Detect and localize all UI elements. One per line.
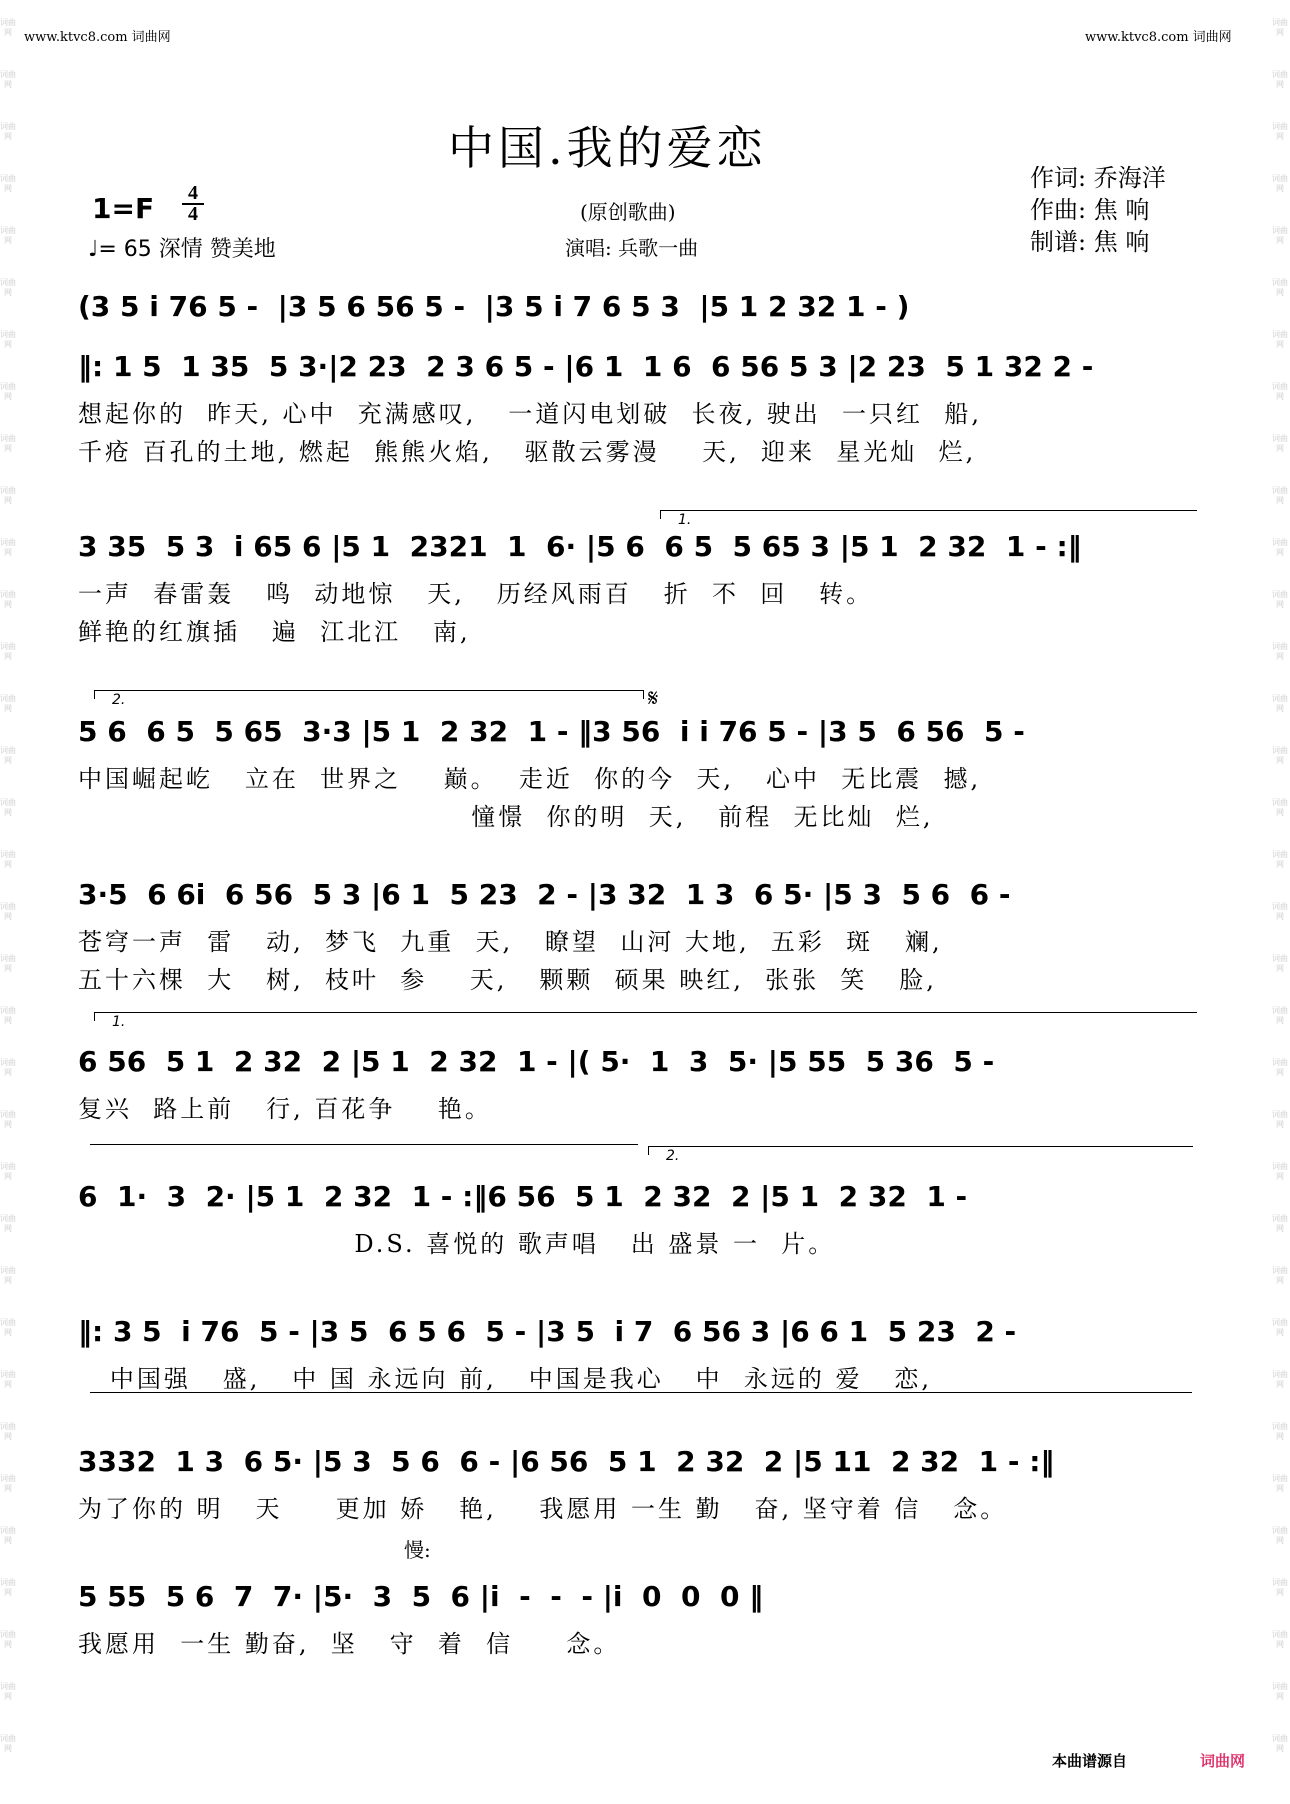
side-watermark-text: 词曲网 (1272, 1110, 1288, 1129)
volta-1-first: 1. (678, 512, 692, 528)
side-watermark-text: 词曲网 (0, 174, 16, 193)
side-watermark-text: 词曲网 (0, 18, 16, 37)
side-watermark-text: 词曲网 (1272, 330, 1288, 349)
side-watermark-text: 词曲网 (0, 1422, 16, 1441)
side-watermark-text: 词曲网 (0, 1526, 16, 1545)
side-watermark-text: 词曲网 (1272, 434, 1288, 453)
lyric-line: D.S. 喜悦的 歌声唱 出 盛景 一 片。 (78, 1230, 836, 1258)
side-watermark-text: 词曲网 (1272, 18, 1288, 37)
lyric-line: 苍穹一声 雷 动, 梦飞 九重 天, 瞭望 山河 大地, 五彩 斑 斓, (78, 928, 943, 956)
side-watermark-text: 词曲网 (0, 694, 16, 713)
side-watermark-text: 词曲网 (0, 590, 16, 609)
time-signature-bottom: 4 (182, 203, 204, 224)
side-watermark-text: 词曲网 (0, 382, 16, 401)
side-watermark-text: 词曲网 (0, 1006, 16, 1025)
side-watermark-text: 词曲网 (1272, 1630, 1288, 1649)
side-watermark-text: 词曲网 (0, 122, 16, 141)
side-watermark-text: 词曲网 (0, 1474, 16, 1493)
side-watermark-text: 词曲网 (1272, 1318, 1288, 1337)
side-watermark-text: 词曲网 (1272, 694, 1288, 713)
side-watermark-text: 词曲网 (1272, 1006, 1288, 1025)
side-watermark-text: 词曲网 (0, 1318, 16, 1337)
side-watermark-text: 词曲网 (1272, 382, 1288, 401)
side-watermark-text: 词曲网 (0, 486, 16, 505)
lyric-line: 复兴 路上前 行, 百花争 艳。 (78, 1095, 492, 1123)
side-watermark-text: 词曲网 (1272, 902, 1288, 921)
side-watermark-text: 词曲网 (0, 746, 16, 765)
side-watermark-text: 词曲网 (1272, 850, 1288, 869)
slow-marking: 慢: (404, 1538, 431, 1562)
side-watermark-text: 词曲网 (1272, 1058, 1288, 1077)
lyricist-credit: 作词: 乔海洋 (1030, 164, 1166, 192)
key-signature: 1=F (92, 192, 155, 225)
lyric-line: 憧憬 你的明 天, 前程 无比灿 烂, (78, 803, 934, 831)
side-watermark-text: 词曲网 (1272, 70, 1288, 89)
left-side-watermark (0, 0, 16, 1804)
side-watermark-text: 词曲网 (0, 538, 16, 557)
right-side-watermark (1272, 0, 1288, 1804)
side-watermark-text: 词曲网 (1272, 1370, 1288, 1389)
notation-line: ‖: 1 5 1 35 5 3·|2 23 2 3 6 5 - |6 1 1 6 6 56 5 3 |2 23 5 1 32 2 - (78, 350, 1094, 383)
subtitle: (原创歌曲) (580, 200, 676, 224)
side-watermark-text: 词曲网 (0, 642, 16, 661)
lyric-line: 一声 春雷轰 鸣 动地惊 天, 历经风雨百 折 不 回 转。 (78, 580, 874, 608)
side-watermark-text: 词曲网 (0, 1214, 16, 1233)
notation-line: 3332 1 3 6 5· |5 3 5 6 6 - |6 56 5 1 2 32 2 |5 11 2 32 1 - :‖ (78, 1445, 1055, 1478)
lyric-line: 千疮 百孔的土地, 燃起 熊熊火焰, 驱散云雾漫 天, 迎来 星光灿 烂, (78, 438, 977, 466)
arranger-credit: 制谱: 焦 响 (1030, 228, 1150, 256)
side-watermark-text: 词曲网 (0, 902, 16, 921)
lyric-line: 鲜艳的红旗插 遍 江北江 南, (78, 618, 471, 646)
song-title: 中国.我的爱恋 (448, 121, 767, 175)
notation-line: ‖: 3 5 i 76 5 - |3 5 6 5 6 5 - |3 5 i 7 6 56 3 |6 6 1 5 23 2 - (78, 1315, 1017, 1348)
segno-mark: 𝄋 (648, 684, 659, 712)
side-watermark-text: 词曲网 (1272, 1474, 1288, 1493)
side-watermark-text: 词曲网 (1272, 1266, 1288, 1285)
volta-1-bracket (660, 510, 1197, 519)
notation-line: 3·5 6 6i 6 56 5 3 |6 1 5 23 2 - |3 32 1 3 6 5· |5 3 5 6 6 - (78, 878, 1011, 911)
side-watermark-text: 词曲网 (1272, 1734, 1288, 1753)
volta-2-second-bracket (648, 1146, 1193, 1155)
volta-2-second: 2. (666, 1148, 680, 1164)
side-watermark-text: 词曲网 (1272, 1526, 1288, 1545)
side-watermark-text: 词曲网 (1272, 1422, 1288, 1441)
time-signature (182, 184, 204, 224)
side-watermark-text: 词曲网 (1272, 174, 1288, 193)
side-watermark-text: 词曲网 (0, 954, 16, 973)
side-watermark-text: 词曲网 (1272, 278, 1288, 297)
notation-line: 3 35 5 3 i 65 6 |5 1 2321 1 6· |5 6 6 5 5 65 3 |5 1 2 32 1 - :‖ (78, 530, 1082, 563)
notation-line: 5 6 6 5 5 65 3·3 |5 1 2 32 1 - ‖3 56 i i 76 5 - |3 5 6 56 5 - (78, 715, 1025, 748)
side-watermark-text: 词曲网 (0, 1162, 16, 1181)
side-watermark-text: 词曲网 (0, 1630, 16, 1649)
site-url-right: www.ktvc8.com 词曲网 (1085, 30, 1232, 45)
notation-line: 6 56 5 1 2 32 2 |5 1 2 32 1 - |( 5· 1 3 5· |5 55 5 36 5 - (78, 1045, 995, 1078)
lyric-line: 中国强 盛, 中 国 永远向 前, 中国是我心 中 永远的 爱 恋, (78, 1365, 932, 1393)
side-watermark-text: 词曲网 (0, 330, 16, 349)
singer: 演唱: 兵歌一曲 (565, 236, 699, 260)
tempo-marking: ♩= 65 深情 赞美地 (88, 237, 276, 262)
side-watermark-text: 词曲网 (0, 850, 16, 869)
side-watermark-text: 词曲网 (1272, 798, 1288, 817)
footer-source: 本曲谱源自 (1052, 1752, 1128, 1770)
notation-line: (3 5 i 76 5 - |3 5 6 56 5 - |3 5 i 7 6 5 3 |5 1 2 32 1 - ) (78, 290, 910, 323)
composer-credit: 作曲: 焦 响 (1030, 196, 1150, 224)
side-watermark-text: 词曲网 (0, 1370, 16, 1389)
side-watermark-text: 词曲网 (1272, 538, 1288, 557)
volta-1-second-bracket-end (90, 1144, 638, 1145)
volta-1-second-bracket (94, 1012, 1197, 1021)
side-watermark-text: 词曲网 (1272, 954, 1288, 973)
side-watermark-text: 词曲网 (1272, 1214, 1288, 1233)
notation-line: 5 55 5 6 7 7· |5· 3 5 6 |i - - - |i 0 0 0 ‖ (78, 1580, 764, 1613)
side-watermark-text: 词曲网 (0, 70, 16, 89)
side-watermark-text: 词曲网 (0, 434, 16, 453)
side-watermark-text: 词曲网 (0, 226, 16, 245)
lyric-line: 五十六棵 大 树, 枝叶 参 天, 颗颗 硕果 映红, 张张 笑 脸, (78, 966, 937, 994)
side-watermark-text: 词曲网 (1272, 486, 1288, 505)
time-signature-top: 4 (188, 182, 198, 204)
lyric-line: 我愿用 一生 勤奋, 坚 守 着 信 念。 (78, 1630, 621, 1658)
side-watermark-text: 词曲网 (1272, 1682, 1288, 1701)
volta-2-bracket (94, 690, 644, 699)
side-watermark-text: 词曲网 (0, 798, 16, 817)
notation-line: 6 1· 3 2· |5 1 2 32 1 - :‖6 56 5 1 2 32 2 |5 1 2 32 1 - (78, 1180, 968, 1213)
volta-1-second: 1. (112, 1014, 126, 1030)
side-watermark-text: 词曲网 (0, 1682, 16, 1701)
side-watermark-text: 词曲网 (1272, 590, 1288, 609)
side-watermark-text: 词曲网 (1272, 642, 1288, 661)
lyric-line: 中国崛起屹 立在 世界之 巅。 走近 你的今 天, 心中 无比震 撼, (78, 765, 982, 793)
side-watermark-text: 词曲网 (1272, 746, 1288, 765)
side-watermark-text: 词曲网 (1272, 1578, 1288, 1597)
side-watermark-text: 词曲网 (1272, 122, 1288, 141)
side-watermark-text: 词曲网 (0, 278, 16, 297)
side-watermark-text: 词曲网 (0, 1578, 16, 1597)
side-watermark-text: 词曲网 (0, 1734, 16, 1753)
side-watermark-text: 词曲网 (0, 1266, 16, 1285)
lyric-line: 想起你的 昨天, 心中 充满感叹, 一道闪电划破 长夜, 驶出 一只红 船, (78, 400, 982, 428)
side-watermark-text: 词曲网 (1272, 1162, 1288, 1181)
lyric-line: 为了你的 明 天 更加 娇 艳, 我愿用 一生 勤 奋, 坚守着 信 念。 (78, 1495, 1008, 1523)
volta-2-first: 2. (112, 692, 126, 708)
side-watermark-text: 词曲网 (1272, 226, 1288, 245)
side-watermark-text: 词曲网 (0, 1110, 16, 1129)
footer-brand: 词曲网 (1200, 1752, 1246, 1770)
site-url-left: www.ktvc8.com 词曲网 (24, 30, 171, 45)
section-line (90, 1392, 1192, 1393)
side-watermark-text: 词曲网 (0, 1058, 16, 1077)
